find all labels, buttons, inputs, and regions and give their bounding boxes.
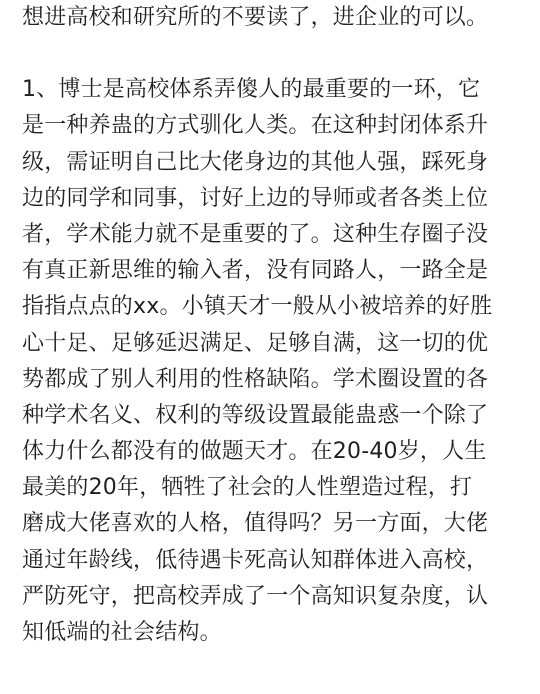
text-line-11: 体力什么都没有的做题天才。在20-40岁，人生 [22,439,487,465]
text-line-9: 势都成了别人利用的性格缺陷。学术圈设置的各 [22,366,489,392]
text-line-14: 通过年龄线，低待遇卡死高认知群体进入高校， [22,547,489,573]
text-line-5: 者，学术能力就不是重要的了。这种生存圈子没 [22,221,489,247]
text-line-8: 心十足、足够延迟满足、足够自满，这一切的优 [22,330,489,356]
intro-line: 想进高校和研究所的不要读了，进企业的可以。 [22,5,489,30]
text-line-15: 严防死守，把高校弄成了一个高知识复杂度，认 [22,583,489,609]
post-body [22,0,522,651]
text-line-2: 是一种养蛊的方式驯化人类。在这种封闭体系升 [22,113,489,139]
text-line-7: 指指点点的xx。小镇天才一般从小被培养的好胜 [22,294,493,320]
text-line-12: 最美的20年，牺牲了社会的人性塑造过程，打 [22,475,473,501]
text-line-3: 级，需证明自己比大佬身边的其他人强，踩死身 [22,149,489,175]
text-line-10: 种学术名义、权利的等级设置最能蛊惑一个除了 [22,402,489,428]
text-line-13: 磨成大佬喜欢的人格，值得吗？另一方面，大佬 [22,511,489,537]
text-line-6: 有真正新思维的输入者，没有同路人，一路全是 [22,258,489,284]
text-line-4: 边的同学和同事，讨好上边的导师或者各类上位 [22,185,489,211]
paragraph-gap [22,36,522,72]
paragraph-1 [22,72,522,651]
text-line-16: 知低端的社会结构。 [22,620,222,645]
text-line-1: 1、博士是高校体系弄傻人的最重要的一环，它 [22,77,481,103]
